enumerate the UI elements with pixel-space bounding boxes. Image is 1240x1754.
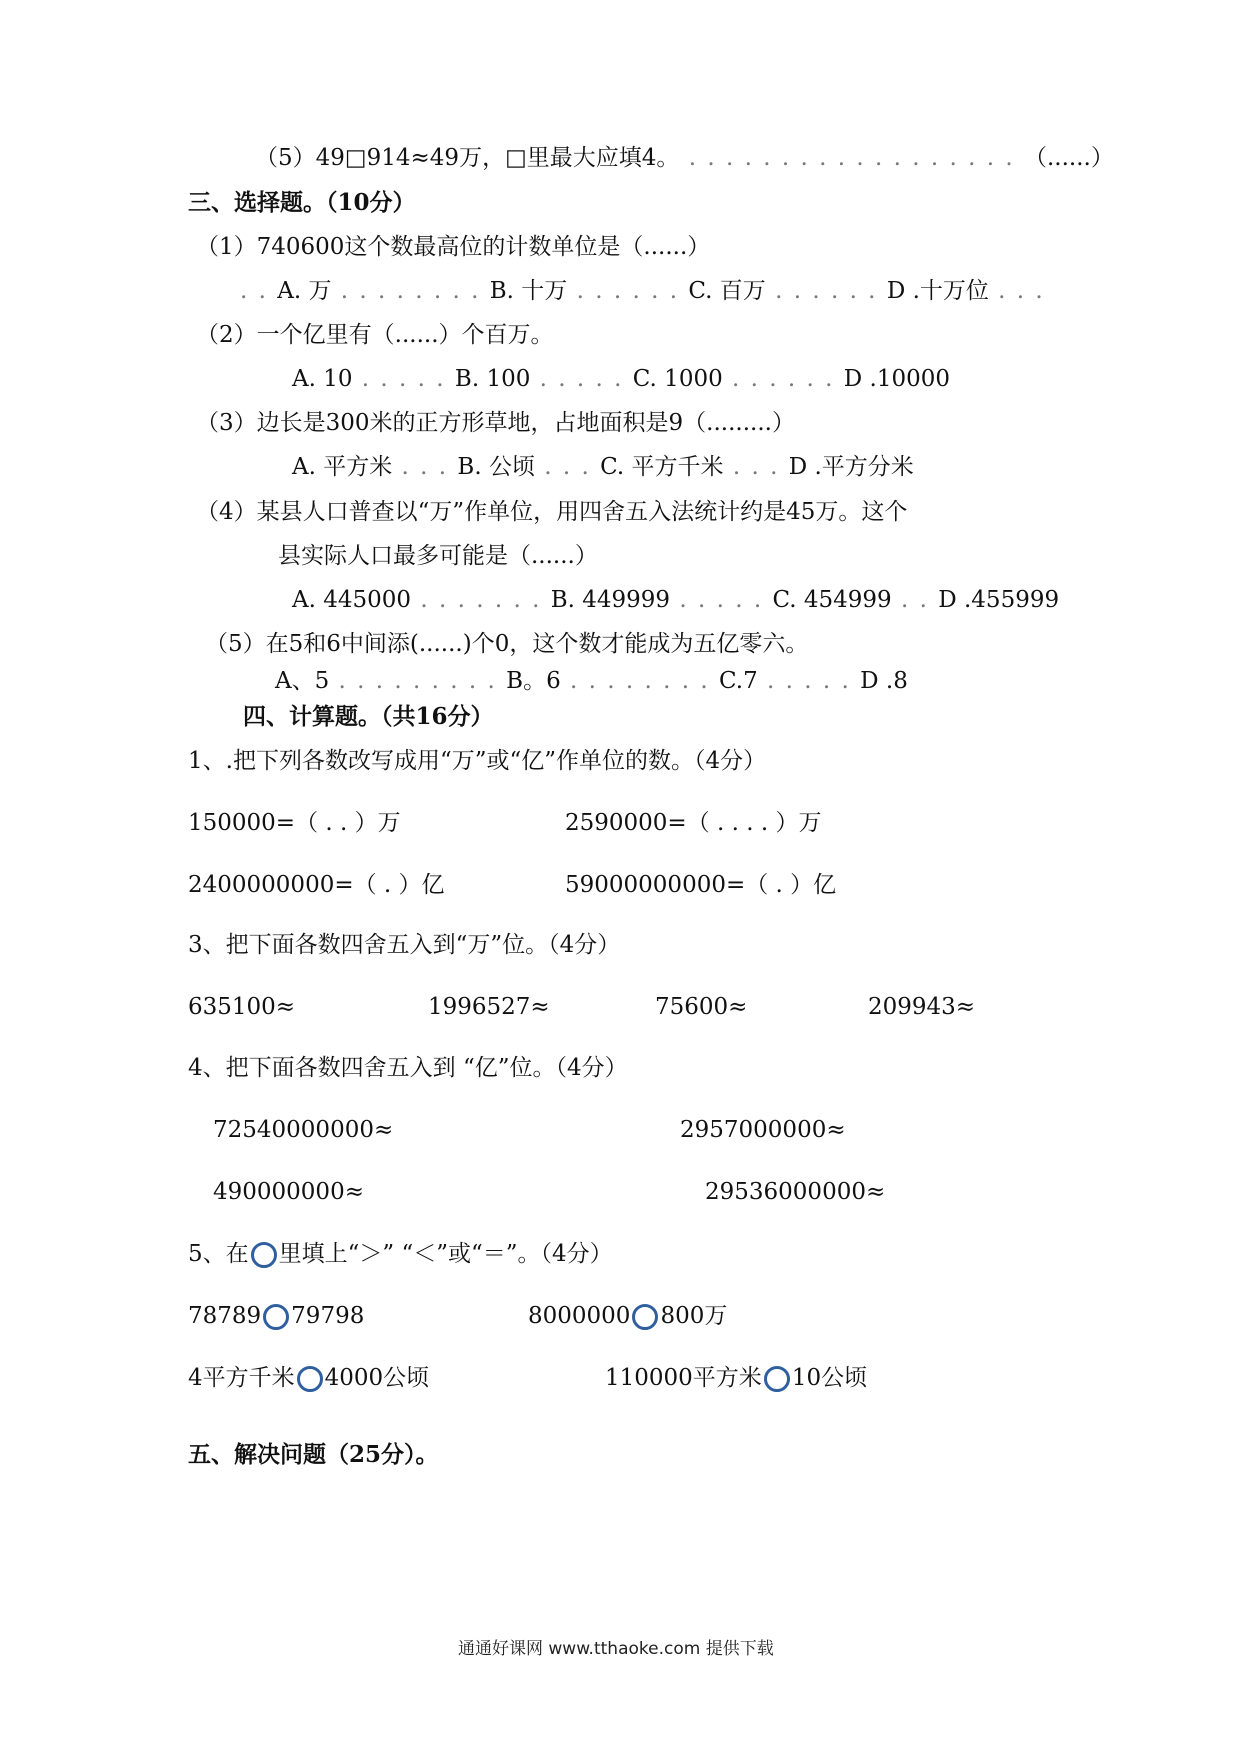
calc-p1-item: 150000=（ . . ）万 <box>188 810 401 836</box>
choice-q4-options: A. 445000 . . . . . . . B. 449999 . . . . . C. 454999 . . D .455999 <box>292 587 1060 613</box>
footer-source: 通通好课网 www.tthaoke.com 提供下载 <box>458 1639 774 1659</box>
choice-option: C. 454999 <box>772 587 892 613</box>
choice-option: B. 公顷 <box>457 454 535 480</box>
calc-p1-item: 2400000000=（ . ）亿 <box>188 872 445 898</box>
calc-p3-item: 75600≈ <box>655 994 748 1020</box>
compare-circle-icon[interactable] <box>263 1304 289 1330</box>
choice-q2: （2）一个亿里有（......）个百万。 <box>196 322 554 348</box>
calc-p4-title: 4、把下面各数四舍五入到 “亿”位。（4分） <box>188 1055 628 1081</box>
choice-q1: （1）740600这个数最高位的计数单位是（......） <box>196 234 711 260</box>
choice-option: C. 1000 <box>632 366 723 392</box>
choice-option: A. 万 <box>277 278 332 304</box>
choice-q3: （3）边长是300米的正方形草地，占地面积是9（.........） <box>196 410 795 436</box>
choice-q5-options: A、5 . . . . . . . . . B。6 . . . . . . . . C.7 . . . . . D .8 <box>275 668 908 694</box>
choice-option: B。6 <box>506 668 561 694</box>
compare-row: 8000000 800万 <box>528 1303 728 1329</box>
section-3-title: 三、选择题。（10分） <box>188 189 416 216</box>
choice-option: D .平方分米 <box>788 454 914 480</box>
compare-circle-icon[interactable] <box>632 1304 658 1330</box>
compare-circle-icon[interactable] <box>297 1366 323 1392</box>
choice-option: B. 十万 <box>489 278 568 304</box>
choice-q1-options: . . A. 万 . . . . . . . . B. 十万 . . . . . . C. 百万 . . . . . . D .十万位 . . . <box>240 278 1045 304</box>
calc-p3-item: 635100≈ <box>188 994 296 1020</box>
calc-p3-item: 1996527≈ <box>428 994 550 1020</box>
choice-q4-line2: 县实际人口最多可能是（......） <box>278 543 598 569</box>
calc-p1-item: 59000000000=（ . ）亿 <box>565 872 837 898</box>
compare-circle-icon <box>251 1242 277 1268</box>
compare-row: 4平方千米 4000公顷 <box>188 1365 430 1391</box>
choice-q5: （5）在5和6中间添(......)个0，这个数才能成为五亿零六。 <box>205 631 809 657</box>
calc-p3-title: 3、把下面各数四舍五入到“万”位。（4分） <box>188 932 621 958</box>
calc-p4-item: 72540000000≈ <box>213 1117 394 1143</box>
calc-p4-item: 490000000≈ <box>213 1179 364 1205</box>
choice-option: A、5 <box>275 668 330 694</box>
choice-q4-line1: （4）某县人口普查以“万”作单位，用四舍五入法统计约是45万。这个 <box>196 499 908 525</box>
compare-circle-icon[interactable] <box>764 1366 790 1392</box>
choice-option: A. 10 <box>292 366 353 392</box>
choice-option: D .8 <box>860 668 908 694</box>
calc-p3-item: 209943≈ <box>868 994 976 1020</box>
choice-option: D .455999 <box>938 587 1060 613</box>
calc-p1-item: 2590000=（ . . . . ）万 <box>565 810 822 836</box>
choice-option: C. 平方千米 <box>600 454 724 480</box>
judge-q5: （5）49□914≈49万，□里最大应填4。 . . . . . . . . . . . . . . . . . . （......） <box>255 145 1114 171</box>
choice-option: B. 100 <box>454 366 531 392</box>
section-4-title: 四、计算题。（共16分） <box>243 703 494 730</box>
choice-option: A. 平方米 <box>292 454 393 480</box>
choice-option: C. 百万 <box>688 278 766 304</box>
choice-q3-options: A. 平方米 . . . B. 公顷 . . . C. 平方千米 . . . D .平方分米 <box>292 454 914 480</box>
choice-option: D .十万位 <box>886 278 989 304</box>
choice-option: D .10000 <box>843 366 950 392</box>
compare-row: 110000平方米 10公顷 <box>605 1365 868 1391</box>
section-5-title: 五、解决问题（25分）。 <box>188 1441 439 1468</box>
choice-option: B. 449999 <box>550 587 671 613</box>
compare-row: 78789 79798 <box>188 1303 365 1329</box>
calc-p5-title: 5、在 里填上“＞” “＜”或“＝”。（4分） <box>188 1241 613 1267</box>
calc-p4-item: 2957000000≈ <box>680 1117 846 1143</box>
choice-option: A. 445000 <box>292 587 412 613</box>
calc-p1-title: 1、.把下列各数改写成用“万”或“亿”作单位的数。（4分） <box>188 748 767 774</box>
choice-q2-options: A. 10 . . . . . B. 100 . . . . . C. 1000 . . . . . . D .10000 <box>292 366 950 392</box>
choice-option: C.7 <box>719 668 758 694</box>
calc-p4-item: 29536000000≈ <box>705 1179 886 1205</box>
judge-q5-blank: （......） <box>1023 145 1114 171</box>
